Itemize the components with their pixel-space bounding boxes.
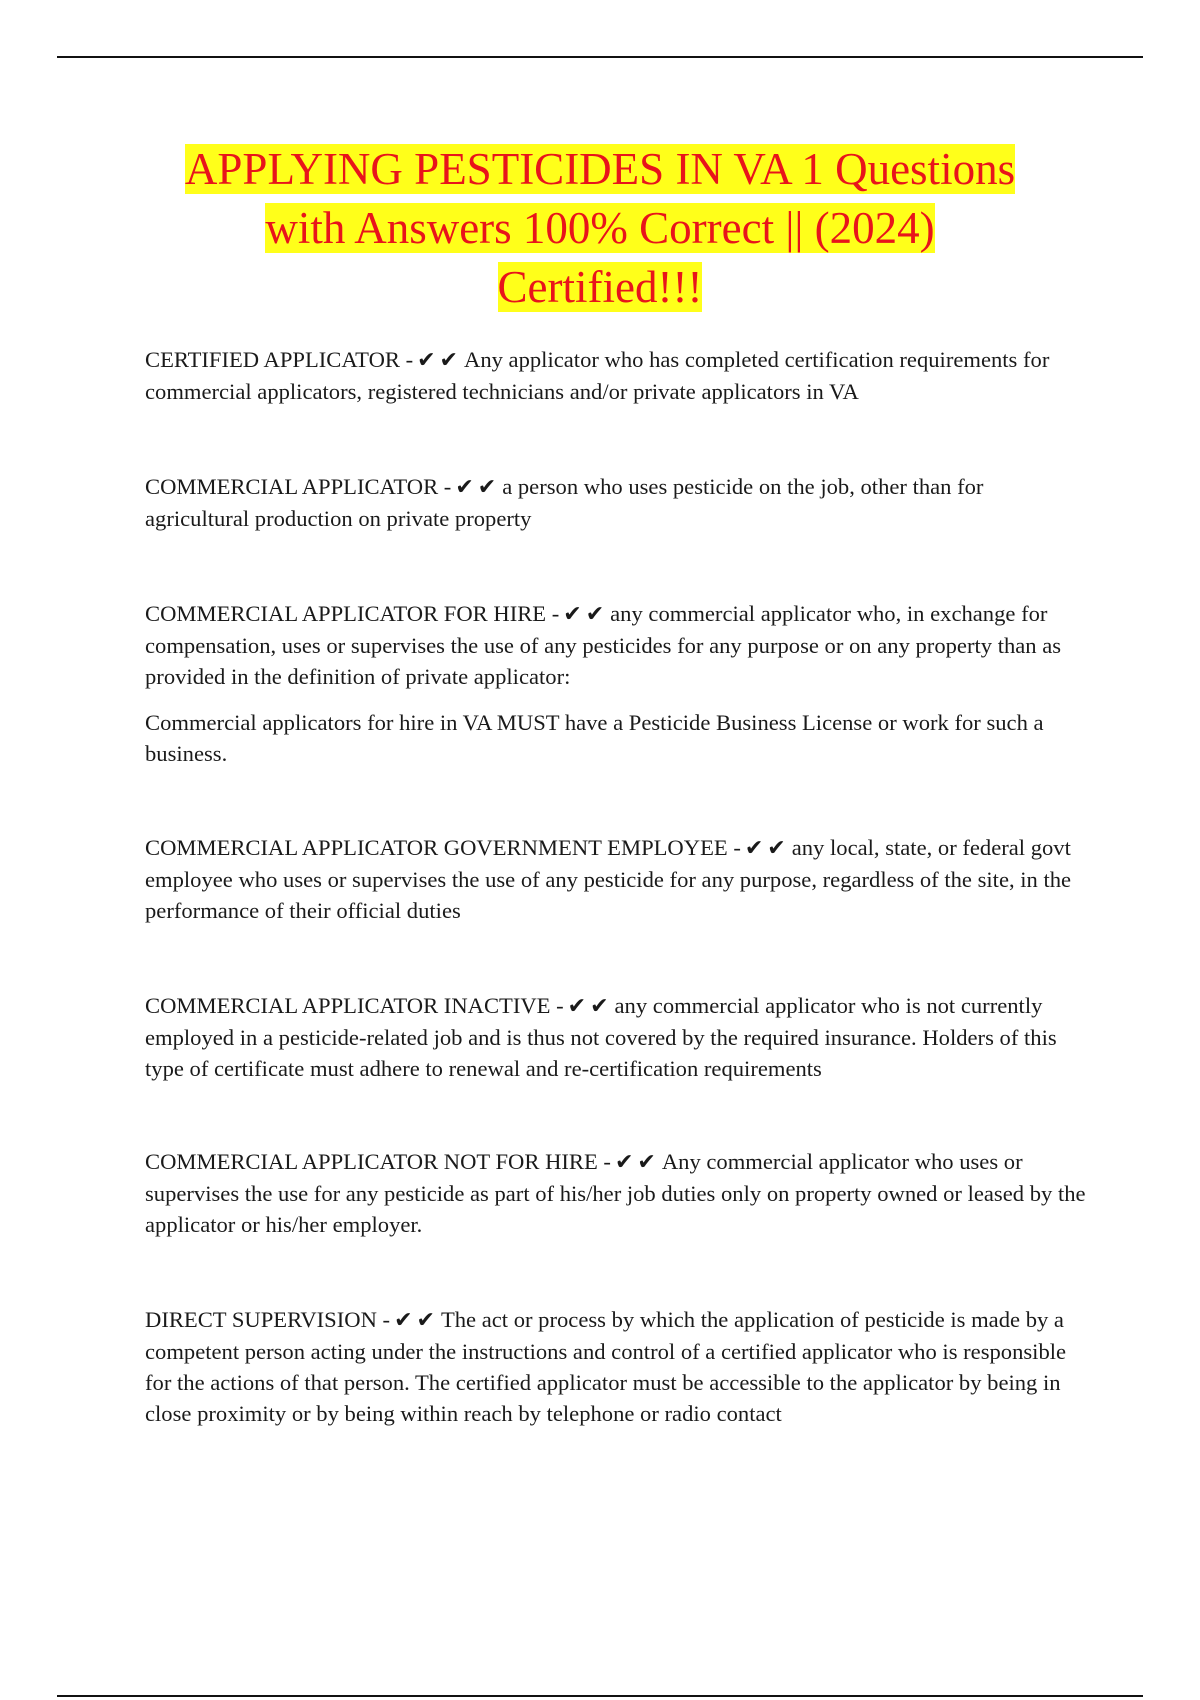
entry-term: COMMERCIAL APPLICATOR FOR HIRE -	[145, 601, 560, 626]
entry-definition: any commercial applicator who, in exchange for compensation, uses or supervises the use of any pesticides for any purpose or on any property than as provided in the definition of private applicator:	[145, 601, 1062, 689]
entry-note: Commercial applicators for hire in VA MUST have a Pesticide Business License or work for such a business.	[145, 710, 1044, 766]
document-title	[100, 140, 1100, 317]
entry-definition: a person who uses pesticide on the job, other than for agricultural production on private property	[145, 474, 984, 531]
entry-term: CERTIFIED APPLICATOR -	[145, 347, 414, 372]
check-mark-icon: ✔✔	[455, 475, 501, 500]
entry	[145, 471, 1090, 598]
entry	[145, 344, 1090, 471]
entry	[145, 1146, 1090, 1304]
top-rule	[57, 56, 1143, 58]
entry-definition: The act or process by which the application of pesticide is made by a competent person acting under the instructions and control of a certified applicator who is responsible for the actions of that person. The certified applicator must be accessible to the applicator by being in close proximity or by being within reach by telephone or radio contact	[145, 1307, 1067, 1426]
check-mark-icon: ✔✔	[614, 1150, 660, 1175]
entry	[145, 990, 1090, 1146]
entry-term: COMMERCIAL APPLICATOR -	[145, 474, 452, 499]
entry	[145, 832, 1090, 990]
check-mark-icon: ✔✔	[394, 1308, 439, 1333]
entry-term: DIRECT SUPERVISION -	[145, 1307, 391, 1332]
entry	[145, 1304, 1090, 1429]
entry-definition: any commercial applicator who is not currently employed in a pesticide-related job and is thus not covered by the required insurance. Holders of this type of certificate must adhere to renewal and re-certification requirements	[145, 993, 1057, 1081]
check-mark-icon: ✔✔	[744, 836, 790, 861]
entry-definition: Any applicator who has completed certification requirements for commercial applicators, registered technicians and/or private applicators in VA	[145, 347, 1050, 404]
title-line-1: APPLYING PESTICIDES IN VA 1 Questions	[184, 144, 1016, 194]
title-line-3: Certified!!!	[497, 262, 703, 312]
entry-term: COMMERCIAL APPLICATOR INACTIVE -	[145, 993, 564, 1018]
check-mark-icon: ✔✔	[567, 994, 613, 1019]
entry	[145, 598, 1090, 832]
bottom-rule	[57, 1695, 1143, 1697]
entry-definition: Any commercial applicator who uses or supervises the use for any pesticide as part of his/her job duties only on property owned or leased by the applicator or his/her employer.	[145, 1149, 1086, 1237]
glossary-entries	[145, 344, 1090, 1429]
entry-term: COMMERCIAL APPLICATOR NOT FOR HIRE -	[145, 1149, 611, 1174]
check-mark-icon: ✔✔	[563, 602, 609, 627]
entry-term: COMMERCIAL APPLICATOR GOVERNMENT EMPLOYEE -	[145, 835, 741, 860]
check-mark-icon: ✔✔	[417, 348, 462, 373]
entry-definition: any local, state, or federal govt employee who uses or supervises the use of any pesticide for any purpose, regardless of the site, in the performance of their official duties	[145, 835, 1072, 923]
title-line-2: with Answers 100% Correct || (2024)	[265, 203, 935, 253]
